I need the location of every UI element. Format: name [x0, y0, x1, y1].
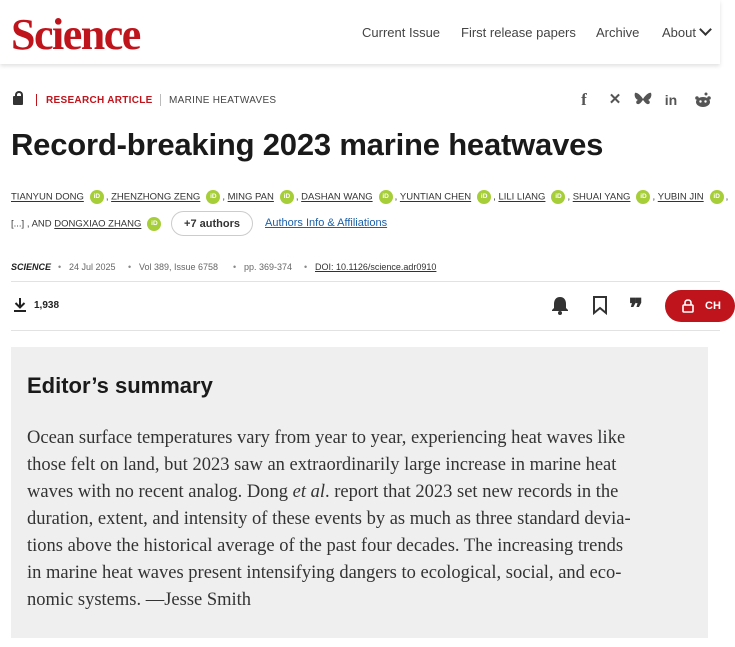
author-item: DASHAN WANG iD , — [301, 191, 398, 203]
more-authors-button[interactable]: +7 authors — [171, 211, 253, 236]
orcid-icon[interactable]: iD — [280, 190, 294, 204]
author-item: YUNTIAN CHEN iD , — [399, 191, 496, 203]
doi-link[interactable]: DOI: 10.1126/science.adr0910 — [315, 262, 437, 272]
divider — [11, 281, 720, 282]
author-link[interactable]: YUBIN JIN — [657, 191, 704, 203]
author-link[interactable]: YUNTIAN CHEN — [399, 191, 472, 203]
separator-dot: • — [233, 262, 237, 272]
summary-text-line: tions above the historical average of the past four decades. The increasing trends — [27, 536, 624, 556]
summary-text-line: in marine heat waves present intensifying dangers to ecological, social, and eco- — [27, 563, 622, 583]
orcid-icon[interactable]: iD — [147, 217, 161, 231]
access-button[interactable] — [665, 290, 735, 322]
author-item: YUBIN JIN iD , — [657, 191, 729, 203]
summary-text-line — [27, 482, 618, 503]
summary-heading: Editor’s summary — [27, 373, 213, 398]
separator-dot: • — [128, 262, 132, 272]
summary-text-line: Ocean surface temperatures vary from year to year, experiencing heat waves like — [27, 428, 626, 448]
divider — [11, 330, 720, 331]
linkedin-icon[interactable]: in — [664, 92, 678, 108]
download-icon[interactable] — [13, 297, 27, 313]
orcid-icon[interactable]: iD — [206, 190, 220, 204]
author-link[interactable]: MING PAN — [227, 191, 274, 203]
bookmark-icon[interactable] — [589, 294, 611, 316]
authors-affiliations-link[interactable]: Authors Info & Affiliations — [265, 217, 388, 229]
lock-icon — [13, 96, 23, 105]
summary-text-line: duration, extent, and intensity of these events by as much as three standard devia- — [27, 509, 631, 529]
reddit-icon[interactable] — [692, 89, 714, 111]
author-link[interactable]: LILI LIANG — [498, 191, 546, 203]
summary-text-italic: et al — [292, 482, 325, 502]
author-link[interactable]: DONGXIAO ZHANG — [54, 218, 142, 230]
authors-prefix: [...] , AND — [11, 218, 52, 230]
summary-text-line: those felt on land, but 2023 saw an extraordinarily large increase in marine heat — [27, 455, 617, 475]
nav-first-release-papers[interactable]: First release papers — [461, 25, 576, 40]
author-link[interactable]: SHUAI YANG — [572, 191, 631, 203]
orcid-icon[interactable]: iD — [379, 190, 393, 204]
download-count: 1,938 — [34, 300, 60, 311]
chevron-down-icon — [699, 23, 712, 36]
lock-icon — [681, 299, 695, 313]
divider — [160, 94, 161, 106]
author-item: ZHENZHONG ZENG iD , — [111, 191, 225, 203]
orcid-icon[interactable]: iD — [90, 190, 104, 204]
article-title: Record-breaking 2023 marine heatwaves — [11, 127, 604, 162]
publication-date: 24 Jul 2025 — [69, 262, 116, 272]
divider — [36, 94, 37, 106]
author-list-end — [11, 217, 163, 231]
summary-text: . report that 2023 set new records in the — [324, 482, 619, 502]
separator-dot: • — [304, 262, 308, 272]
author-item: SHUAI YANG iD , — [572, 191, 656, 203]
orcid-icon[interactable]: iD — [636, 190, 650, 204]
volume-issue[interactable]: Vol 389, Issue 6758 — [139, 262, 219, 272]
orcid-icon[interactable]: iD — [477, 190, 491, 204]
science-logo[interactable]: Science — [11, 10, 140, 59]
orcid-icon[interactable]: iD — [710, 190, 724, 204]
facebook-icon[interactable]: f — [581, 90, 587, 109]
journal-name: SCIENCE — [11, 262, 52, 272]
x-icon[interactable]: ✕ — [608, 91, 622, 108]
author-link[interactable]: DASHAN WANG — [301, 191, 373, 203]
page-range: pp. 369-374 — [244, 262, 293, 272]
summary-text-line: nomic systems. —Jesse Smith — [27, 590, 252, 610]
nav-archive[interactable]: Archive — [596, 25, 640, 40]
nav-current-issue[interactable]: Current Issue — [362, 25, 441, 40]
site-header — [0, 0, 720, 64]
editors-summary — [11, 347, 708, 638]
author-list — [11, 190, 729, 206]
author-item: LILI LIANG iD , — [498, 191, 571, 203]
author-link[interactable]: TIANYUN DONG — [11, 191, 84, 203]
separator-dot: • — [58, 262, 62, 272]
nav-about-label: About — [662, 25, 696, 40]
section-label[interactable]: RESEARCH ARTICLE — [46, 95, 153, 106]
orcid-icon[interactable]: iD — [551, 190, 565, 204]
author-link[interactable]: ZHENZHONG ZENG — [111, 191, 201, 203]
bluesky-icon[interactable] — [632, 89, 654, 111]
author-item: MING PAN iD , — [227, 191, 299, 203]
bell-icon[interactable] — [549, 294, 571, 316]
author-item: TIANYUN DONG iD , — [11, 191, 109, 203]
cite-icon[interactable]: ❞ — [629, 294, 643, 323]
access-button-label: CH — [705, 300, 721, 312]
summary-text: waves with no recent analog. Dong — [27, 482, 293, 502]
topic-label[interactable]: MARINE HEATWAVES — [169, 95, 277, 106]
nav-about[interactable] — [662, 25, 710, 40]
